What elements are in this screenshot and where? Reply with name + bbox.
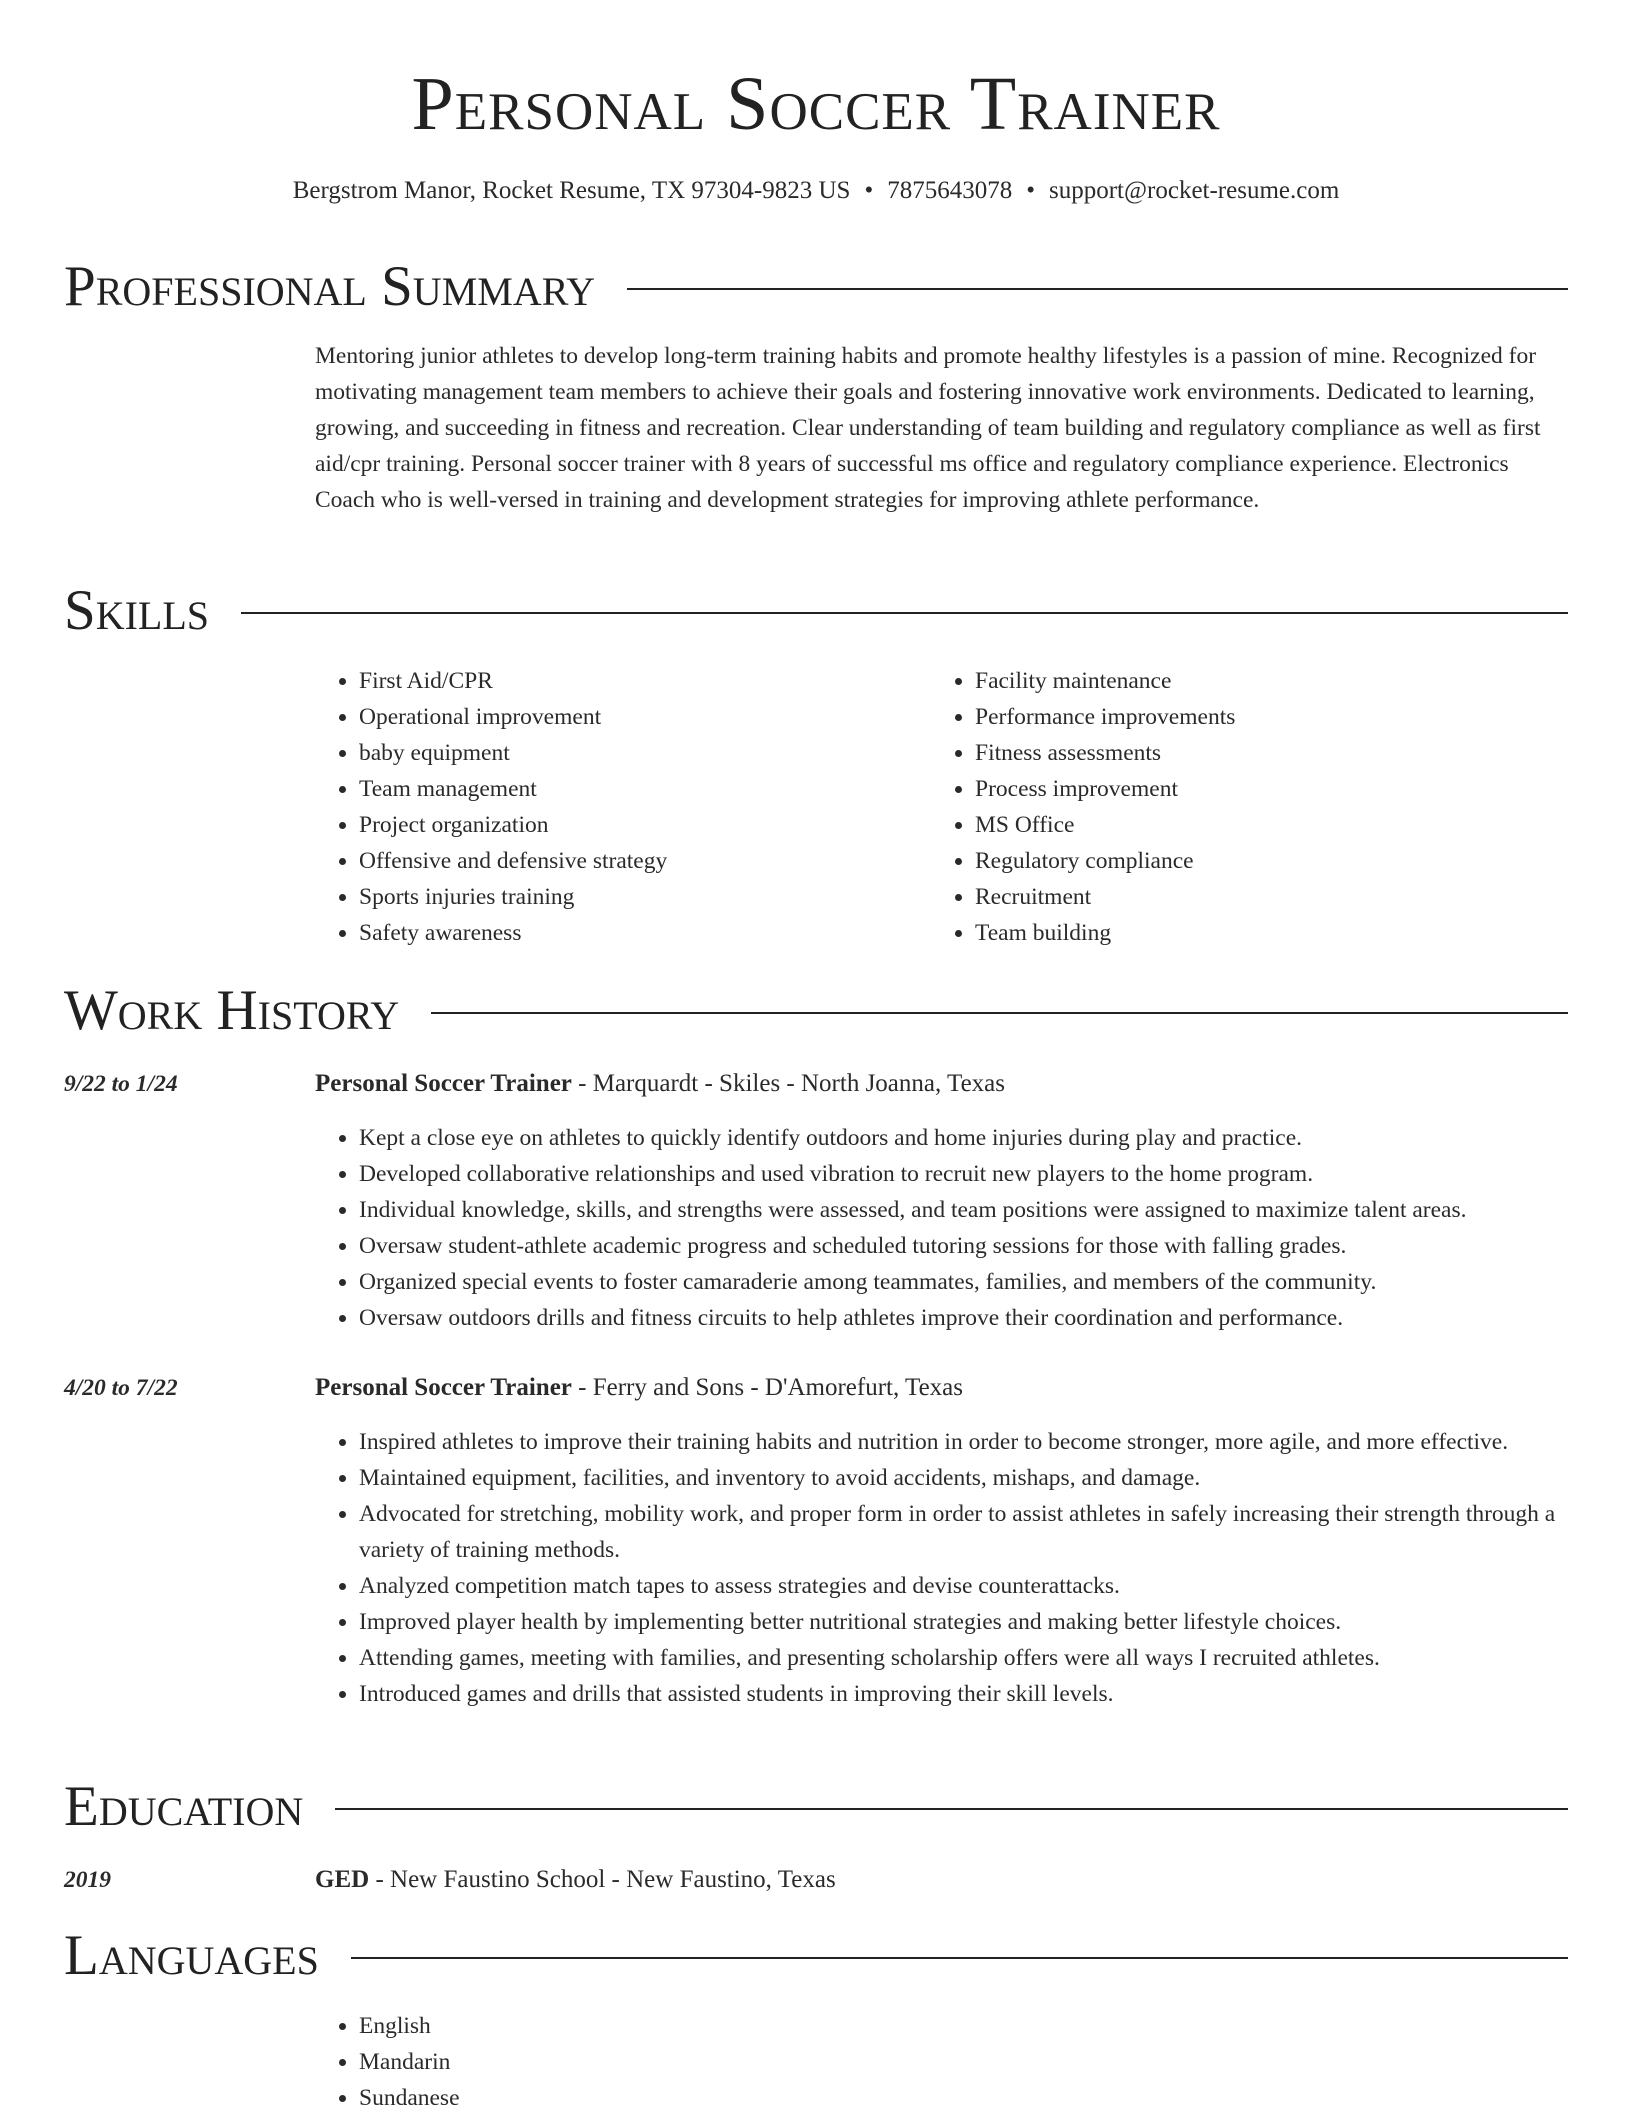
skill-item: • MS Office [975, 807, 1547, 843]
job-bullet: • Attending games, meeting with families, and presenting scholarship offers were all ways I recruited athletes. [359, 1640, 1568, 1676]
contact-phone: 7875643078 [887, 177, 1013, 204]
section-heading-skills [64, 580, 1568, 642]
section-divider [431, 1012, 1568, 1014]
job-bullet: • Individual knowledge, skills, and strengths were assessed, and team positions were assigned to maximize talent areas. [359, 1192, 1568, 1228]
job-title-line [315, 1370, 1568, 1406]
summary-text: Mentoring junior athletes to develop long-term training habits and promote healthy lifestyles is a passion of mine. Recognized for motivating management team members to achieve their goals and fostering innovative work environments. Dedicated to learning, growing, and succeeding in fitness and recreation. Clear understanding of team building and regulatory compliance as well as first aid/cpr training. Personal soccer trainer with 8 years of successful ms office and regulatory compliance experience. Electronics Coach who is well-versed in training and development strategies for improving athlete performance. [315, 343, 1541, 513]
job-dates: 4/20 to 7/22 [64, 1375, 178, 1401]
education-school: - New Faustino School - New Faustino, Texas [369, 1866, 836, 1893]
job-bullet: • Oversaw outdoors drills and fitness circuits to help athletes improve their coordination and performance. [359, 1300, 1568, 1336]
section-divider [351, 1957, 1568, 1959]
section-title: Professional Summary [64, 255, 596, 318]
education-entry [315, 1862, 1568, 1898]
language-item: • Sundanese [359, 2080, 1568, 2116]
section-heading-education [64, 1776, 1568, 1838]
job-bullet: • Introduced games and drills that assisted students in improving their skill levels. [359, 1676, 1568, 1712]
contact-email[interactable]: support@rocket-resume.com [1049, 177, 1340, 204]
job-bullet: • Improved player health by implementing better nutritional strategies and making better lifestyle choices. [359, 1604, 1568, 1640]
skill-item: • Performance improvements [975, 699, 1547, 735]
job-company: - Marquardt - Skiles - North Joanna, Texas [571, 1070, 1005, 1097]
section-heading-work [64, 980, 1568, 1042]
job-bullet: • Kept a close eye on athletes to quickly identify outdoors and home injuries during play and practice. [359, 1120, 1568, 1156]
job-entry [315, 1066, 1568, 1336]
section-title: Languages [64, 1924, 319, 1987]
job-bullets [315, 1424, 1568, 1712]
skill-item: • Regulatory compliance [975, 843, 1547, 879]
skill-item: • Sports injuries training [359, 879, 931, 915]
summary-block [315, 338, 1568, 518]
contact-address: Bergstrom Manor, Rocket Resume, TX 97304-9823 US [292, 177, 851, 204]
job-entry [315, 1370, 1568, 1712]
resume-name: Personal Soccer Trainer [411, 62, 1221, 146]
skill-item: • Team management [359, 771, 931, 807]
skills-list [315, 663, 1568, 951]
education-year: 2019 [64, 1867, 111, 1893]
job-company: - Ferry and Sons - D'Amorefurt, Texas [571, 1374, 963, 1401]
language-item: • English [359, 2008, 1568, 2044]
skill-item: • Safety awareness [359, 915, 931, 951]
section-divider [627, 288, 1568, 290]
job-bullet: • Oversaw student-athlete academic progress and scheduled tutoring sessions for those with falling grades. [359, 1228, 1568, 1264]
skill-item: • Project organization [359, 807, 931, 843]
skills-column-left [315, 663, 931, 951]
job-bullet: • Advocated for stretching, mobility work, and proper form in order to assist athletes in safely increasing their strength through a variety of training methods. [359, 1496, 1568, 1568]
job-role: Personal Soccer Trainer [315, 1374, 572, 1401]
skill-item: • Recruitment [975, 879, 1547, 915]
skill-item: • baby equipment [359, 735, 931, 771]
contact-separator: • [864, 177, 874, 204]
skill-item: • Fitness assessments [975, 735, 1547, 771]
job-bullets [315, 1120, 1568, 1336]
job-title-line [315, 1066, 1568, 1102]
section-divider [335, 1808, 1568, 1810]
language-item: • Mandarin [359, 2044, 1568, 2080]
section-title: Skills [64, 579, 210, 642]
job-bullet: • Analyzed competition match tapes to assess strategies and devise counterattacks. [359, 1568, 1568, 1604]
skill-item: • First Aid/CPR [359, 663, 931, 699]
skill-item: • Facility maintenance [975, 663, 1547, 699]
job-bullet: • Inspired athletes to improve their training habits and nutrition in order to become stronger, more agile, and more effective. [359, 1424, 1568, 1460]
section-heading-languages [64, 1925, 1568, 1987]
languages-list [315, 2008, 1568, 2116]
section-heading-summary [64, 256, 1568, 318]
education-degree: GED [315, 1866, 370, 1893]
section-title: Education [64, 1775, 304, 1838]
job-bullet: • Maintained equipment, facilities, and inventory to avoid accidents, mishaps, and damage. [359, 1460, 1568, 1496]
skill-item: • Team building [975, 915, 1547, 951]
section-title: Work History [64, 979, 400, 1042]
skill-item: • Process improvement [975, 771, 1547, 807]
education-line [315, 1862, 1568, 1898]
contact-line [0, 176, 1632, 206]
contact-separator: • [1026, 177, 1035, 204]
skill-item: • Offensive and defensive strategy [359, 843, 931, 879]
job-dates: 9/22 to 1/24 [64, 1071, 178, 1097]
job-bullet: • Organized special events to foster camaraderie among teammates, families, and members of the community. [359, 1264, 1568, 1300]
skill-item: • Operational improvement [359, 699, 931, 735]
job-role: Personal Soccer Trainer [315, 1070, 572, 1097]
job-bullet: • Developed collaborative relationships and used vibration to recruit new players to the home program. [359, 1156, 1568, 1192]
section-divider [241, 612, 1568, 614]
skills-column-right [931, 663, 1547, 951]
